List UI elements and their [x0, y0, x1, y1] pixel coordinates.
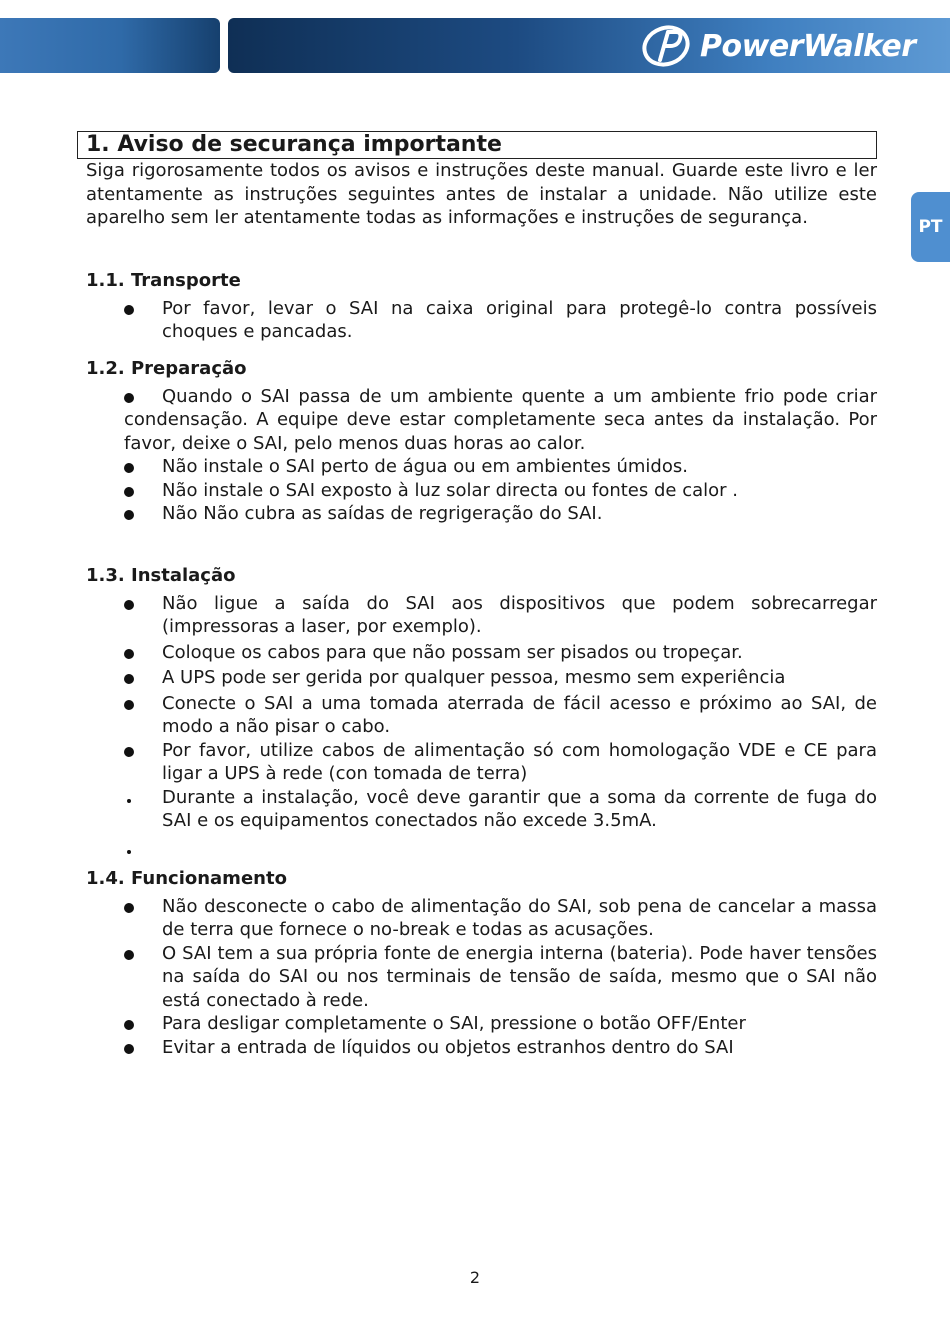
page-number: 2 [469, 1268, 481, 1287]
page-title: 1. Aviso de securança importante [77, 131, 877, 159]
document-body [86, 131, 877, 1059]
heading-transport: 1.1. Transporte [86, 269, 241, 291]
brand-logo [640, 22, 916, 70]
list-item: Coloque os cabos para que não possam ser pisados ou tropeçar. [124, 641, 877, 665]
bullet-icon [124, 1020, 134, 1030]
list-item: Não Não cubra as saídas de regrigeração do SAI. [124, 502, 877, 526]
list-item: Por favor, levar o SAI na caixa original para protegê-lo contra possíveis choques e pancadas. [124, 297, 877, 344]
bullet-icon [124, 903, 134, 913]
powerwalker-logo-icon [640, 24, 692, 68]
list-item: Quando o SAI passa de um ambiente quente a um ambiente frio pode criar condensação. A equipe deve estar completamente seca antes da instalação. Por favor, deixe o SAI, pelo menos duas horas ao calor. [124, 385, 877, 454]
list-item: A UPS pode ser gerida por qualquer pessoa, mesmo sem experiência [124, 666, 877, 690]
header-band-left [0, 18, 220, 73]
empty-list-item [124, 837, 877, 861]
bullet-icon [127, 850, 131, 854]
bullet-icon [124, 674, 134, 684]
bullet-icon [124, 510, 134, 520]
bullet-icon [124, 649, 134, 659]
list-item: Para desligar completamente o SAI, pressione o botão OFF/Enter [124, 1012, 877, 1036]
bullet-icon [124, 487, 134, 497]
brand-name: PowerWalker [700, 28, 916, 64]
bullet-icon [124, 305, 134, 315]
list-item: Por favor, utilize cabos de alimentação só com homologação VDE e CE para ligar a UPS à rede (con tomada de terra) [124, 739, 877, 786]
language-tab[interactable]: PT [911, 192, 950, 262]
list-item: Conecte o SAI a uma tomada aterrada de fácil acesso e próximo ao SAI, de modo a não pisar o cabo. [124, 692, 877, 739]
bullet-icon [124, 463, 134, 473]
list-item: Não desconecte o cabo de alimentação do SAI, sob pena de cancelar a massa de terra que fornece o no-break e todas as acusações. [124, 895, 877, 942]
heading-operation: 1.4. Funcionamento [86, 867, 287, 889]
list-item: Não instale o SAI perto de água ou em ambientes úmidos. [124, 455, 877, 479]
bullet-icon [124, 747, 134, 757]
heading-installation: 1.3. Instalação [86, 564, 236, 586]
list-item: Não ligue a saída do SAI aos dispositivos que podem sobrecarregar (impressoras a laser, por exemplo). [124, 592, 877, 639]
bullet-icon [124, 700, 134, 710]
list-item: Evitar a entrada de líquidos ou objetos estranhos dentro do SAI [124, 1036, 877, 1060]
bullet-icon [124, 600, 134, 610]
bullet-icon [127, 799, 131, 803]
list-item: Não instale o SAI exposto à luz solar directa ou fontes de calor . [124, 479, 877, 503]
intro-paragraph: Siga rigorosamente todos os avisos e instruções deste manual. Guarde este livro e ler atentamente as instruções seguintes antes de instalar a unidade. Não utilize este aparelho sem ler atentamente todas as informações e instruções de segurança. [86, 160, 877, 228]
heading-preparation: 1.2. Preparação [86, 357, 247, 379]
bullet-icon [124, 393, 134, 403]
bullet-icon [124, 950, 134, 960]
list-item: Durante a instalação, você deve garantir que a soma da corrente de fuga do SAI e os equipamentos conectados não excede 3.5mA. [124, 786, 877, 833]
bullet-icon [124, 1044, 134, 1054]
list-item: O SAI tem a sua própria fonte de energia interna (bateria). Pode haver tensões na saída do SAI ou nos terminais de tensão de saída, mesmo que o SAI não está conectado à rede. [124, 942, 877, 1013]
